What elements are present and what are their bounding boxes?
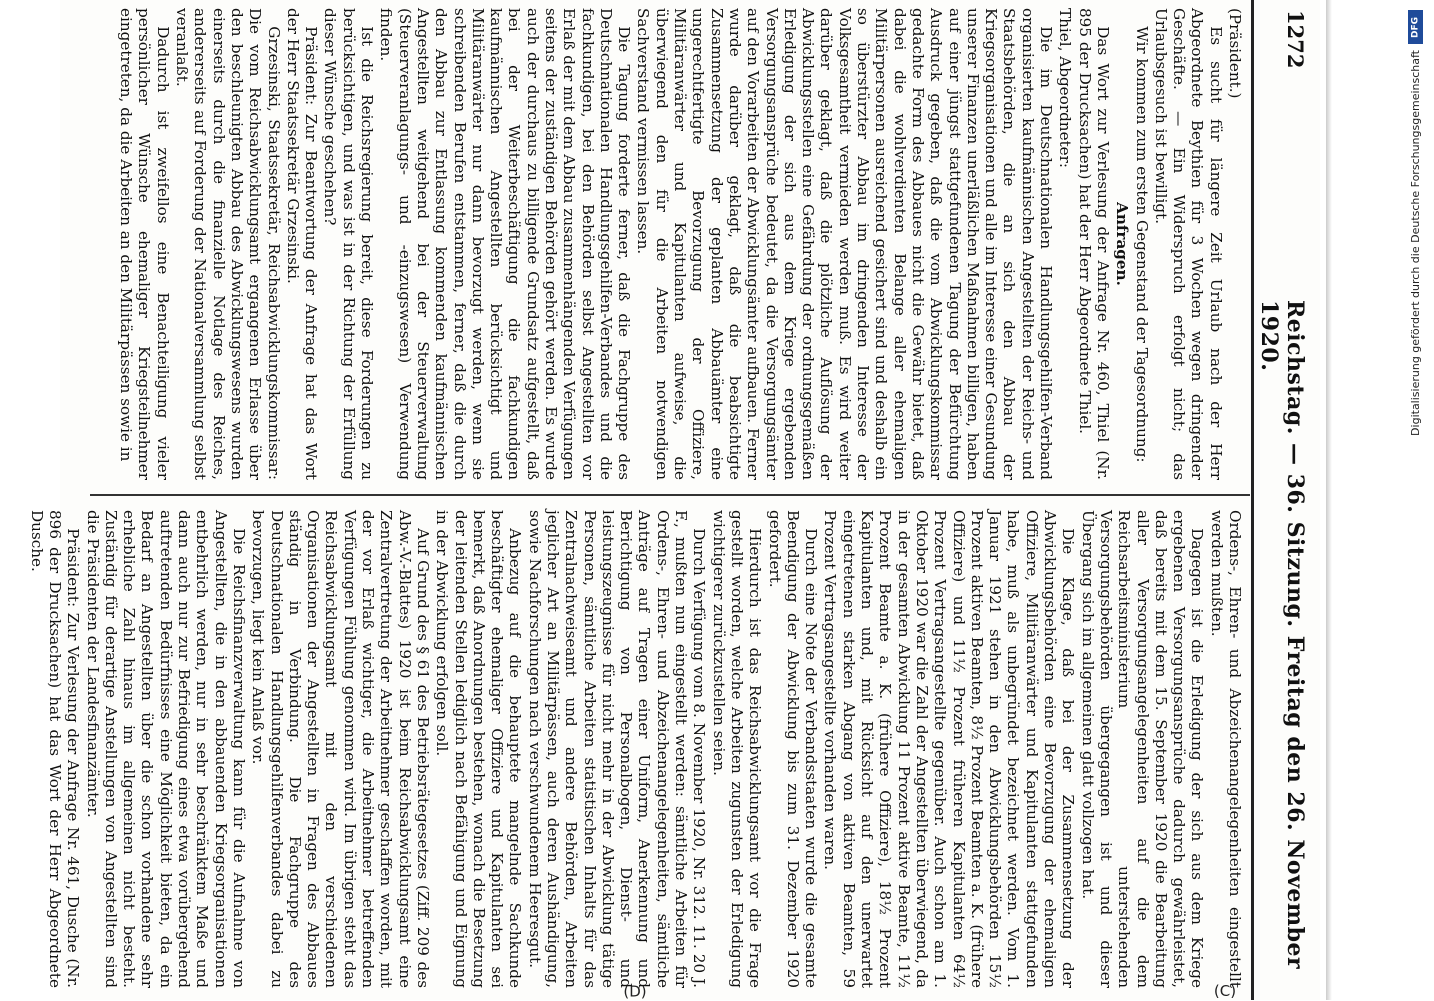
paragraph: Dagegen ist die Erledigung der sich aus dem Kriege ergebenen Versorgungsansprüche dadurch gewährleistet, daß bereits mit dem 15. September 1920 die Bearbeitung aller Versorgungsangelegenheiten auf die dem Reichsarbeitsministerium unterstehenden Versorgungsbehörden übergegangen ist und dieser Übergang sich im allgemeinen glatt vollzogen hat.: [1078, 510, 1207, 988]
dfg-credit-text: Digitalisierung gefördert durch die Deutsche Forschungsgemeinschaft: [1408, 50, 1422, 436]
page-number: 1272: [1283, 10, 1308, 69]
column-divider: [90, 494, 1250, 496]
document-page: [27, 0, 1320, 1001]
paragraph: Das Wort zur Verlesung der Anfrage Nr. 460, Thiel (Nr. 895 der Drucksachen) hat der Herr Abgeordnete Thiel.: [1075, 8, 1112, 480]
paragraph: Es sucht für längere Zeit Urlaub nach der Herr Abgeordnete Beythien für 3 Wochen wegen dringender Geschäfte. — Ein Widerspruch erfolgt nicht; das Urlaubsgesuch ist bewilligt.: [1151, 8, 1225, 480]
paragraph: Die Tagung forderte ferner, daß die Fachgruppe des Deutschnationalen Handlungsgehilfen-Verbandes und die fachkundigen, bei den Behörden selbst Angestellten vor Erlaß der mit dem Abbau zusammenhängenden Verfügungen seitens der zuständigen Behörden gehört werden. Es wurde auch der durchaus zu billigende Grundsatz aufgestellt, daß bei der Weiterbeschäftigung die fachkundigen kaufmännischen Angestellten berücksichtigt und Militäranwärter nur dann bevorzugt werden, wenn sie schreibenden Berufen entstammen, ferner, daß die durch den Abbau zur Entlassung kommenden kaufmännischen Angestellten weitgehend bei der Steuerverwaltung (Steuerveranlagungs- und -einzugswesen) Verwendung finden.: [377, 8, 634, 480]
paragraph: Die im Deutschnationalen Handlungsgehilfen-Verband organisierten kaufmännischen Angestellten der Reichs- und Staatsbehörden, die an sich den Abbau der Kriegsorganisationen und alle im Interesse einer Gesundung unserer Finanzen unerläßlichen Maßnahmen billigen, haben auf einer jüngst stattgefundenen Tagung der Befürchtung Ausdruck gegeben, daß die vom Abwicklungskommissar gedachte Form des Abbaues nicht die Gewähr bietet, daß dabei die wohlverdienten Belange aller ehemaligen Militärpersonen ausreichend gesichert sind und deshalb ein so überstürzter Abbau im dringenden Interesse der Volksgesamtheit vermieden werden muß. Es wird weiter darüber geklagt, daß die plötzliche Auflösung der Abwicklungsstellen eine Gefährdung der ordnungsgemäßen Erledigung der sich aus dem Kriege ergebenden Versorgungsansprüche bedeutet, da die Versorgungsämter auf den Vorarbeiten der Abwicklungsämter aufbauen. Ferner wurde darüber geklagt, daß die beabsichtigte Zusammensetzung der geplanten Abbauämter eine ungerechtfertigte Bevorzugung der Offiziere, Militäranwärter und Kapitulanten aufweise, die überwiegend den für die Arbeiten notwendigen Sachverstand vermissen lassen.: [634, 8, 1056, 480]
left-column: [94, 8, 1244, 480]
paragraph: Präsident: Zur Verlesung der Anfrage Nr. 461, Dusche (Nr. 896 der Drucksachen) hat das Wort der Herr Abgeordnete Dusche.: [27, 510, 83, 988]
paragraph: Durch Verfügung vom 8. November 1920, Nr. 312. 11. 20 J. F., mußten nun eingestellt werden: sämtliche Arbeiten für Ordens-, Ehren- und Abzeichenangelegenheiten, sämtliche Anträge auf Tragen einer Uniform, Anerkennung und Berichtigung von Personalbogen, Dienst- und leistungszeugnisse für nicht mehr in der Abwicklung tätige Personen, sämtliche Arbeiten statistischen Inhalts für das Zentralnachweiseamt und andere Behörden, Arbeiten jeglicher Art an Militärpässen, auch deren Aushändigung, sowie Nachforschungen nach verschwundenem Heeresgut.: [525, 510, 709, 988]
dfg-logo: DFG: [1408, 10, 1423, 44]
paragraph: Thiel, Abgeordneter:: [1056, 8, 1075, 169]
running-head-text: Reichstag. — 36. Sitzung. Freitag den 26. November 1920.: [1256, 300, 1308, 970]
header-rule: [1251, 0, 1254, 1000]
paragraph: Präsident: Zur Beantwortung der Anfrage hat das Wort der Herr Staatssekretär Grzesinski.: [283, 8, 321, 480]
paragraph: Anfragen.: [1113, 202, 1132, 286]
paragraph: Die Klage, daß bei der Zusammensetzung der Abwicklungsbehörden eine Bevorzugung der ehemaligen Offiziere, Militäranwärter und Kapitulanten stattgefunden habe, muß als unbegründet bezeichnet werden. Vom 1. Januar 1921 stehen in den Abwicklungsbehörden 15½ Prozent aktiven Beamten, 8½ Prozent Beamten a. K. (frühere Offiziere) und 11½ Prozent früheren Kapitulanten 64½ Prozent Vertragsangestellte gegenüber. Auch schon am 1. Oktober 1920 war die Zahl der Angestellten überwiegend, da in der gesamten Abwicklung 11 Prozent aktive Beamte, 11½ Prozent Beamte a. K. (frühere Offiziere), 18½ Prozent Kapitulanten und, mit Rücksicht auf den unerwartet eingetretenen starken Abgang von aktiven Beamten, 59 Prozent Vertragsangestellte vorhanden waren.: [821, 510, 1078, 988]
paragraph: Grzesinski, Staatssekretär, Reichsabwicklungskommissar: Die vom Reichsabwicklungsamt ergangenen Erlasse über den beschleunigten Abbau des Abwicklungswesens wurden einerseits durch die finanzielle Notlage des Reiches, andererseits auf Forderung der Nationalversammlung selbst veranlaßt.: [173, 8, 283, 480]
paragraph: Wir kommen zum ersten Gegenstand der Tagesordnung:: [1132, 26, 1151, 463]
paragraph: Dadurch ist zweifellos eine Benachteiligung vieler persönlicher Wünsche ehemaliger Kriegsteilnehmer eingetreten, da die Arbeiten an den Militärpässen sowie in: [117, 8, 172, 480]
running-header: [1256, 0, 1320, 1000]
scan-edge: [1326, 0, 1332, 1000]
paragraph: Ist die Reichsregierung bereit, diese Forderungen zu berücksichtigen, und was ist in der Richtung der Erfüllung dieser Wünsche geschehen?: [321, 8, 377, 480]
right-column: [27, 510, 1244, 988]
paragraph: Ordens-, Ehren- und Abzeichenangelegenheiten eingestellt werden mußten.: [1207, 510, 1244, 988]
paragraph: Auf Grund des § 61 des Betriebsrätegesetzes (Ziff. 209 des Abw.-V.-Blattes) 1920 ist beim Reichsabwicklungsamt eine Zentralvertretung der Arbeitnehmer geschaffen worden, mit der vor Erlaß wichtiger, die Arbeitnehmer betreffenden Verfügungen Fühlung genommen wird. Im übrigen steht das Reichsabwicklungsamt mit den verschiedenen Organisationen der Angestellten in Fragen des Abbaues ständig in Verbindung. Die Fachgruppe des Deutschnationalen Handlungsgehilfenverbandes dabei zu bevorzugen, liegt kein Anlaß vor.: [249, 510, 432, 988]
margin-marker-c: (C): [1213, 982, 1237, 1001]
paragraph: (Präsident.): [1226, 8, 1244, 99]
paragraph: Hierdurch ist das Reichsabwicklungsamt vor die Frage gestellt worden, welche Arbeiten zugunsten der Erledigung wichtigerer zurückzustellen seien.: [709, 510, 765, 988]
dfg-watermark: [1400, 10, 1430, 990]
paragraph: Anbezug auf die behauptete mangelnde Sachkunde beschäftigter ehemaliger Offiziere und Kapitulanten sei bemerkt, daß Anordnungen bestehen, wonach die Besetzung der leitenden Stellen lediglich nach Befähigung und Eignung in der Abwicklung erfolgen soll.: [433, 510, 525, 988]
paragraph: Durch eine Note der Verbandsstaaten wurde die gesamte Beendigung der Abwicklung bis zum 31. Dezember 1920 gefordert.: [765, 510, 821, 988]
paragraph: Die Reichsfinanzverwaltung kann für die Aufnahme von Angestellten, die in den abbauenden Kriegsorganisationen entbehrlich werden, nur in sehr beschränktem Maße und dann auch nur zur Befriedigung eines etwa vorübergehend auftretenden Bedürfnisses eine Möglichkeit bieten, da ein Bedarf an Angestellten über die schon vorhandene sehr erhebliche Zahl hinaus im allgemeinen nicht besteht. Zuständig für derartige Anstellungen von Angestellten sind die Präsidenten der Landesfinanzämter.: [83, 510, 248, 988]
margin-marker-d: (D): [623, 982, 647, 1001]
